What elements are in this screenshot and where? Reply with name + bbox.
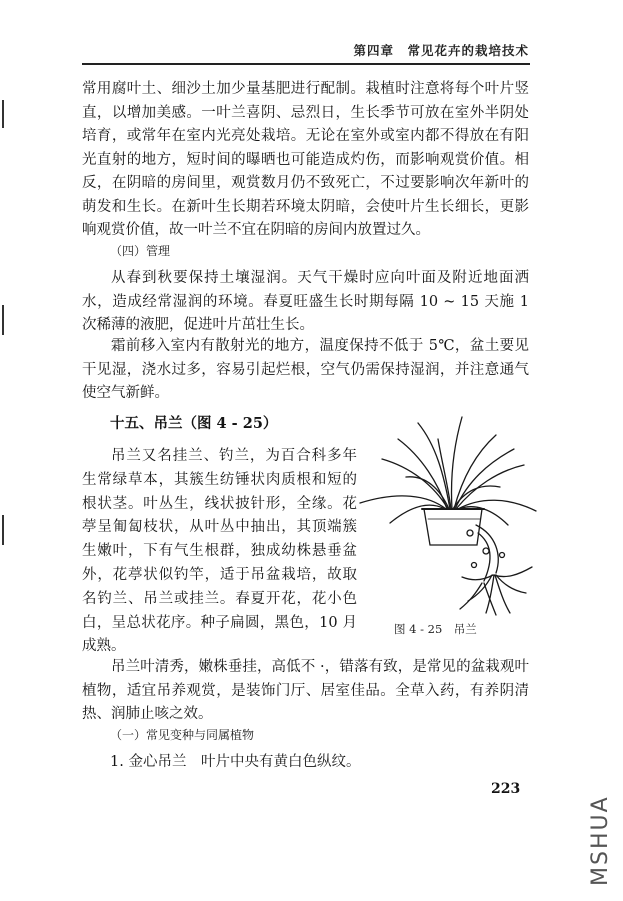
running-head: 第四章 常见花卉的栽培技术 (353, 43, 529, 58)
page-number: 223 (491, 781, 521, 797)
paragraph-winter-care (82, 335, 529, 406)
paragraph-text: 霜前移入室内有散射光的地方，温度保持不低于 5℃，盆土要见干见湿，浇水过多，容易引起烂根，空气仍需保持湿润，并注意通气使空气新鲜。 (82, 338, 529, 401)
variety-item: 1. 金心吊兰 叶片中央有黄白色纵纹。 (110, 754, 361, 770)
paragraph-text: 吊兰叶清秀，嫩株垂挂，高低不 ·，错落有致，是常见的盆栽观叶植物，适宜吊养观赏，是装饰门厅、居室佳品。全草入药，有养阴清热、润肺止咳之效。 (82, 659, 529, 722)
section-title: 十五、吊兰（图 4 - 25） (110, 415, 278, 432)
watermark-text: MSHUA (588, 795, 613, 886)
scan-edge-mark (2, 305, 4, 335)
paragraph-text: 吊兰又名挂兰、钓兰，为百合科多年生常绿草本，其簇生纺锤状肉质根和短的根状茎。叶丛生，线状披针形，全缘。花葶呈匍匐枝状，从叶丛中抽出，其顶端簇生嫩叶，下有气生根群，独成幼株悬垂盆外，花葶状似钓竿，适于吊盆栽培，故取名钓兰、吊兰或挂兰。春夏开花，花小色白，呈总状花序。种子扁圆，黑色，10 月成熟。 (82, 448, 357, 655)
paragraph-watering (82, 267, 529, 338)
scan-edge-mark (2, 100, 4, 128)
subheading-management: （四）管理 (110, 244, 171, 258)
subheading-varieties: （一）常见变种与同属植物 (110, 728, 255, 742)
paragraph-ornamental-value (82, 656, 529, 727)
paragraph-description (82, 445, 357, 659)
paragraph-text: 常用腐叶土、细沙土加少量基肥进行配制。栽植时注意将每个叶片竖直，以增加美感。一叶兰喜阴、忌烈日，生长季节可放在室外半阴处培育，或常年在室内光亮处栽培。无论在室外或室内都不得放在有阳光直射的地方，短时间的曝晒也可能造成灼伤，而影响观赏价值。相反，在阴暗的房间里，观赏数月仍不致死亡，不过要影响次年新叶的萌发和生长。在新叶生长期若环境太阴暗，会使叶片生长细长，更影响观赏价值，故一叶兰不宜在阴暗的房间内放置过久。 (82, 81, 529, 238)
figure-caption: 图 4 - 25 吊兰 (394, 622, 477, 636)
paragraph-text: 从春到秋要保持土壤湿润。天气干燥时应向叶面及附近地面洒水，造成经常湿润的环境。春夏旺盛生长时期每隔 10 ~ 15 天施 1 次稀薄的液肥，促进叶片茁壮生长。 (82, 270, 529, 333)
scan-edge-mark (2, 515, 4, 545)
paragraph-cultivation (82, 78, 529, 243)
spider-plant-illustration (346, 405, 542, 617)
header-rule (82, 63, 530, 65)
